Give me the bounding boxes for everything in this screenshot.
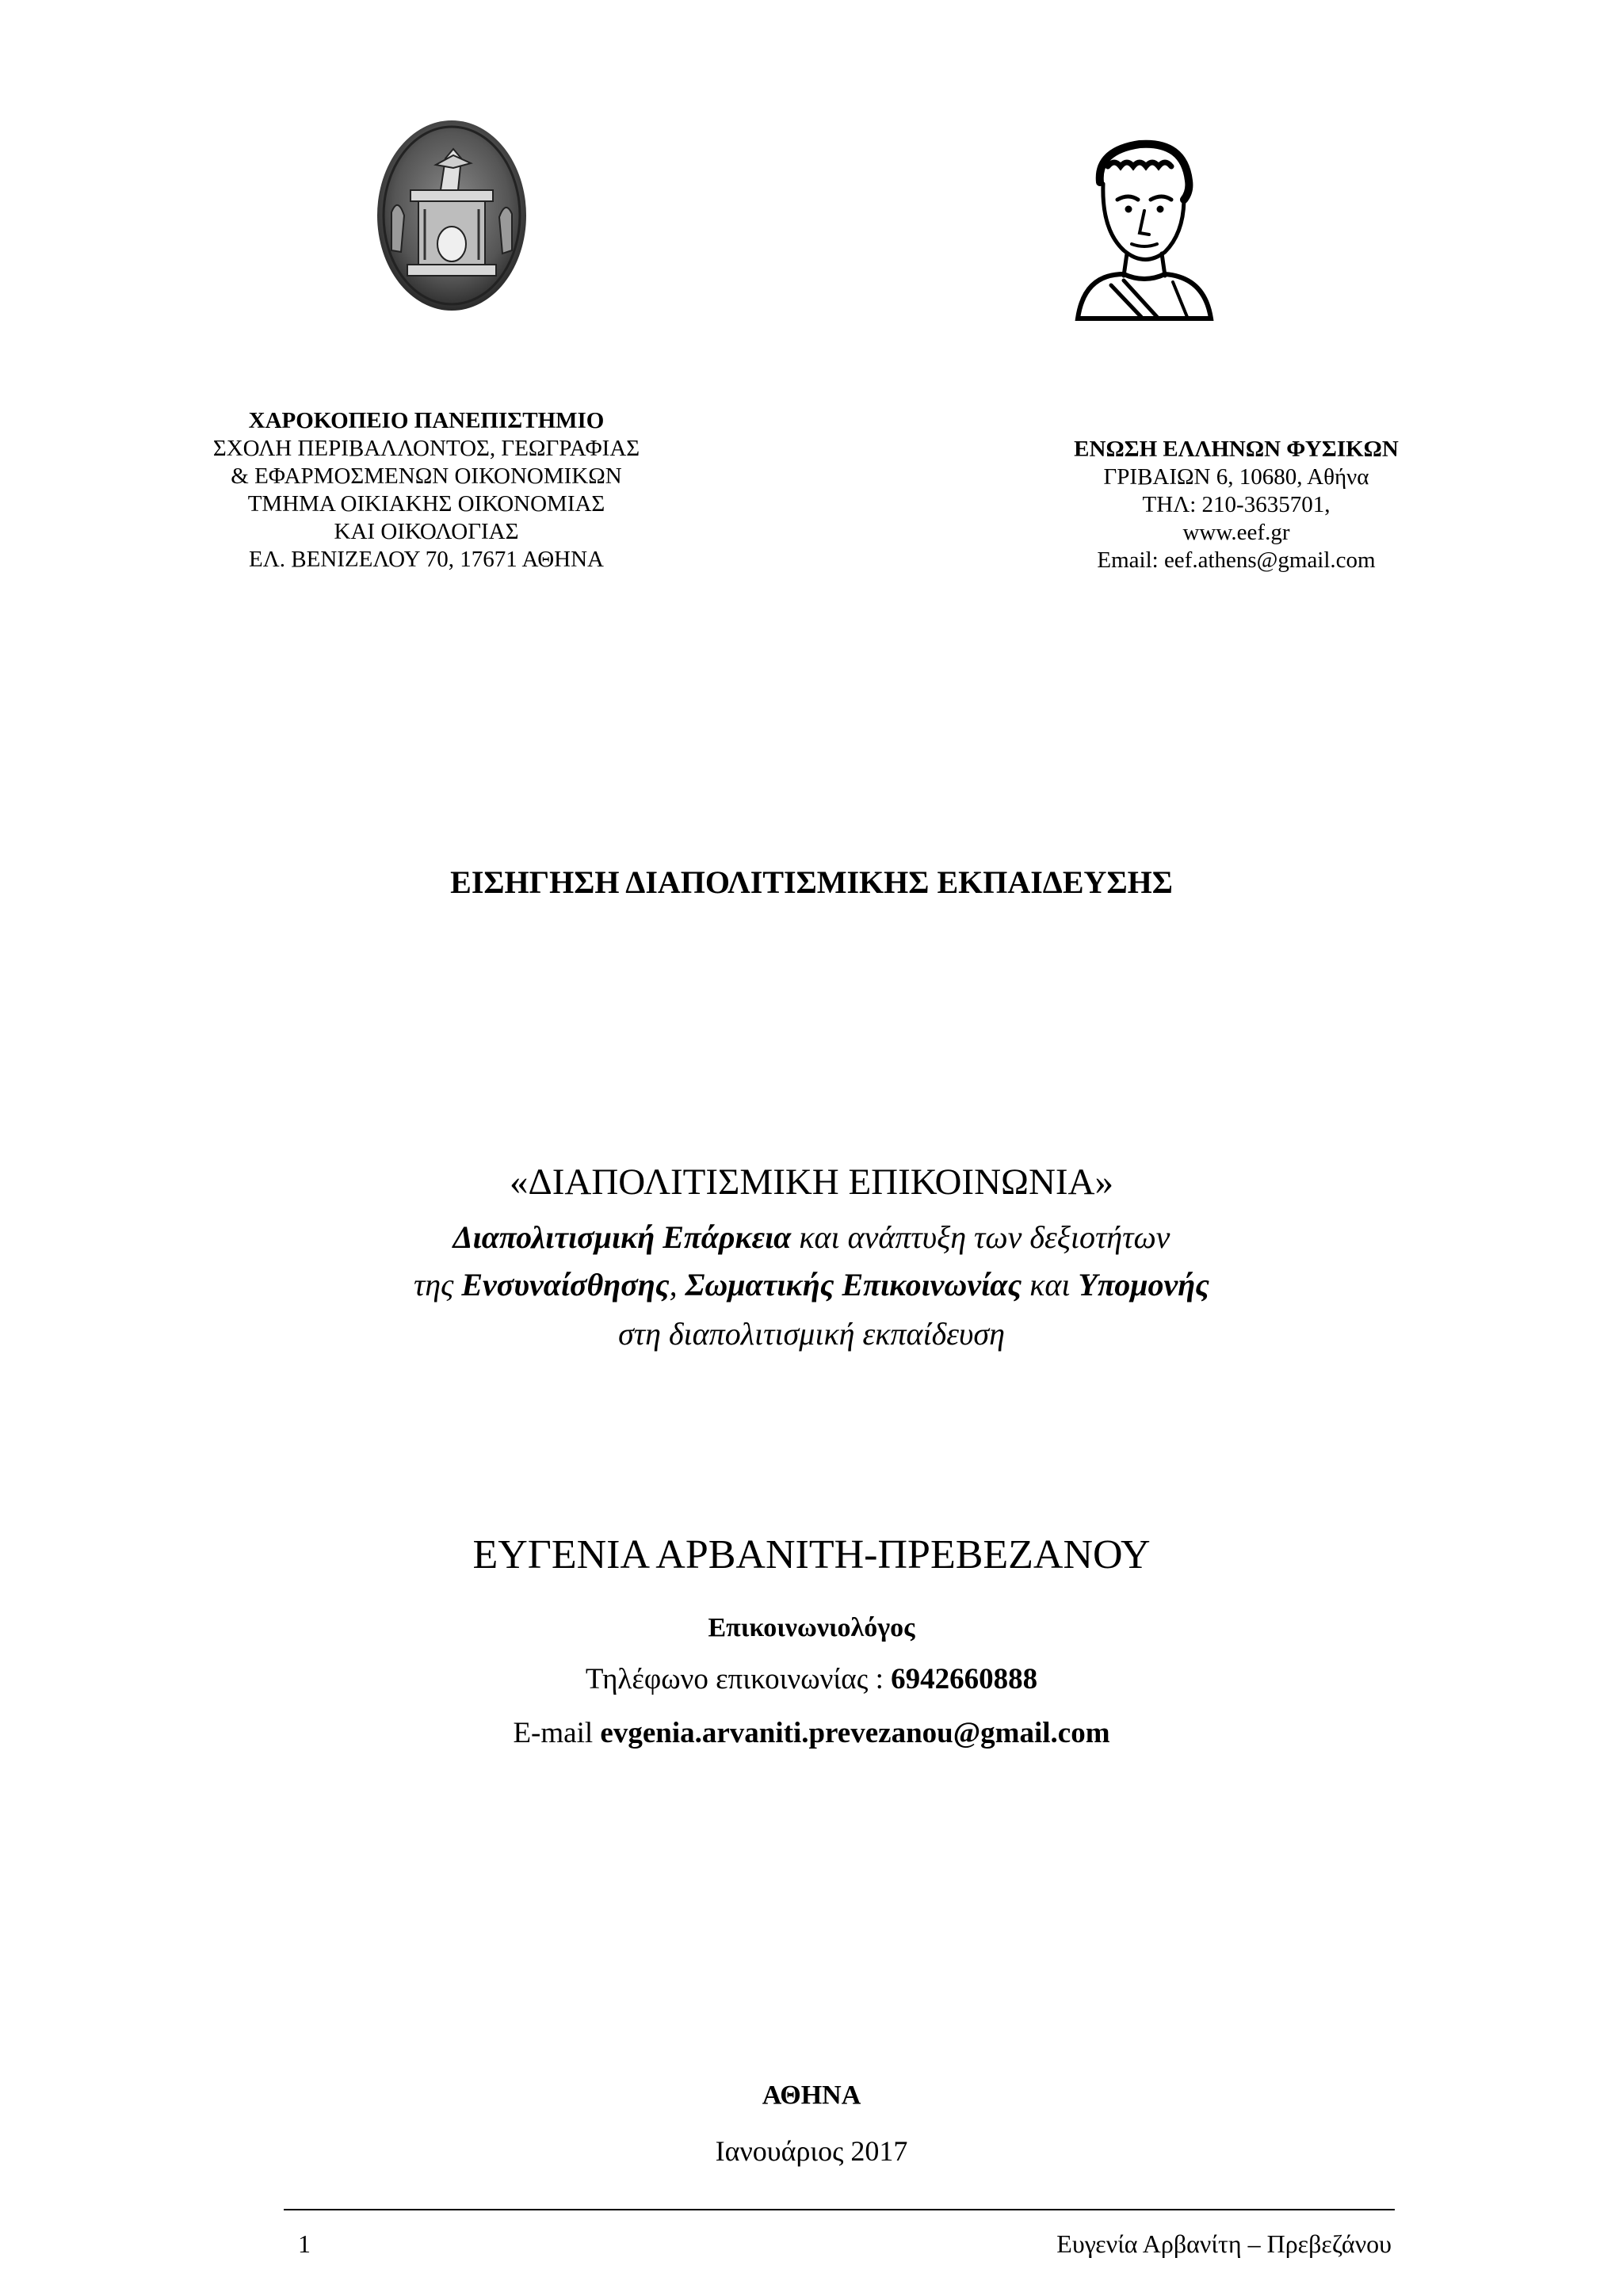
author-role: Επικοινωνιολόγος	[708, 1613, 915, 1642]
association-address: ΓΡΙΒΑΙΩΝ 6, 10680, Αθήνα	[1103, 464, 1369, 490]
subtitle-line-3: στη διαπολιτισμική εκπαίδευση	[618, 1316, 1005, 1352]
association-email: Email: eef.athens@gmail.com	[1097, 547, 1376, 573]
department-name-line: ΚΑΙ ΟΙΚΟΛΟΓΙΑΣ	[334, 519, 519, 544]
school-name-line: & ΕΦΑΡΜΟΣΜΕΝΩΝ ΟΙΚΟΝΟΜΙΚΩΝ	[231, 463, 622, 489]
footer-author: Ευγενία Αρβανίτη – Πρεβεζάνου	[1056, 2229, 1392, 2258]
document-topic: ΕΙΣΗΓΗΣΗ ΔΙΑΠΟΛΙΤΙΣΜΙΚΗΣ ΕΚΠΑΙΔΕΥΣΗΣ	[450, 864, 1173, 900]
email-label: E-mail	[513, 1717, 601, 1749]
subtitle-line-1	[0, 1219, 1623, 1256]
document-date: Ιανουάριος 2017	[715, 2135, 908, 2167]
eef-bust-logo	[1068, 135, 1219, 325]
subtitle-emphasis: Σωματικής Επικοινωνίας	[685, 1267, 1022, 1302]
author-name: ΕΥΓΕΝΙΑ ΑΡΒΑΝΙΤΗ-ΠΡΕΒΕΖΑΝΟΥ	[472, 1532, 1151, 1577]
school-name-line: ΣΧΟΛΗ ΠΕΡΙΒΑΛΛΟΝΤΟΣ, ΓΕΩΓΡΑΦΙΑΣ	[212, 436, 640, 461]
subtitle-text: και ανάπτυξη των δεξιοτήτων	[791, 1219, 1170, 1255]
university-name: ΧΑΡΟΚΟΠΕΙΟ ΠΑΝΕΠΙΣΤΗΜΙΟ	[248, 408, 605, 433]
harokopio-seal-logo	[374, 117, 529, 314]
email-address: evgenia.arvaniti.prevezanou@gmail.com	[600, 1717, 1110, 1749]
university-address: ΕΛ. ΒΕΝΙΖΕΛΟΥ 70, 17671 ΑΘΗΝΑ	[249, 547, 604, 572]
page-number: 1	[298, 2229, 311, 2258]
footer-rule	[284, 2209, 1395, 2210]
phone-label: Τηλέφωνο επικοινωνίας :	[585, 1663, 892, 1695]
department-name-line: ΤΜΗΜΑ ΟΙΚΙΑΚΗΣ ΟΙΚΟΝΟΜΙΑΣ	[247, 491, 605, 517]
association-phone: ΤΗΛ: 210-3635701,	[1142, 492, 1331, 517]
document-title: «ΔΙΑΠΟΛΙΤΙΣΜΙΚΗ ΕΠΙΚΟΙΝΩΝΙΑ»	[510, 1161, 1113, 1203]
eef-association-address	[951, 436, 1522, 574]
author-email	[0, 1716, 1623, 1750]
subtitle-line-2	[0, 1266, 1623, 1303]
subtitle-text: της	[413, 1267, 462, 1302]
phone-number: 6942660888	[891, 1663, 1038, 1695]
document-city: ΑΘΗΝΑ	[762, 2081, 861, 2110]
author-phone	[0, 1662, 1623, 1696]
association-name: ΕΝΩΣΗ ΕΛΛΗΝΩΝ ΦΥΣΙΚΩΝ	[1074, 437, 1399, 462]
subtitle-text: ,	[669, 1267, 685, 1302]
subtitle-text: και	[1022, 1267, 1079, 1302]
subtitle-emphasis: Διαπολιτισμική Επάρκεια	[453, 1219, 792, 1255]
subtitle-emphasis: Ενσυναίσθησης	[461, 1267, 670, 1302]
harokopio-university-address	[141, 407, 712, 574]
subtitle-emphasis: Υπομονής	[1078, 1267, 1209, 1302]
association-website: www.eef.gr	[1182, 520, 1290, 545]
